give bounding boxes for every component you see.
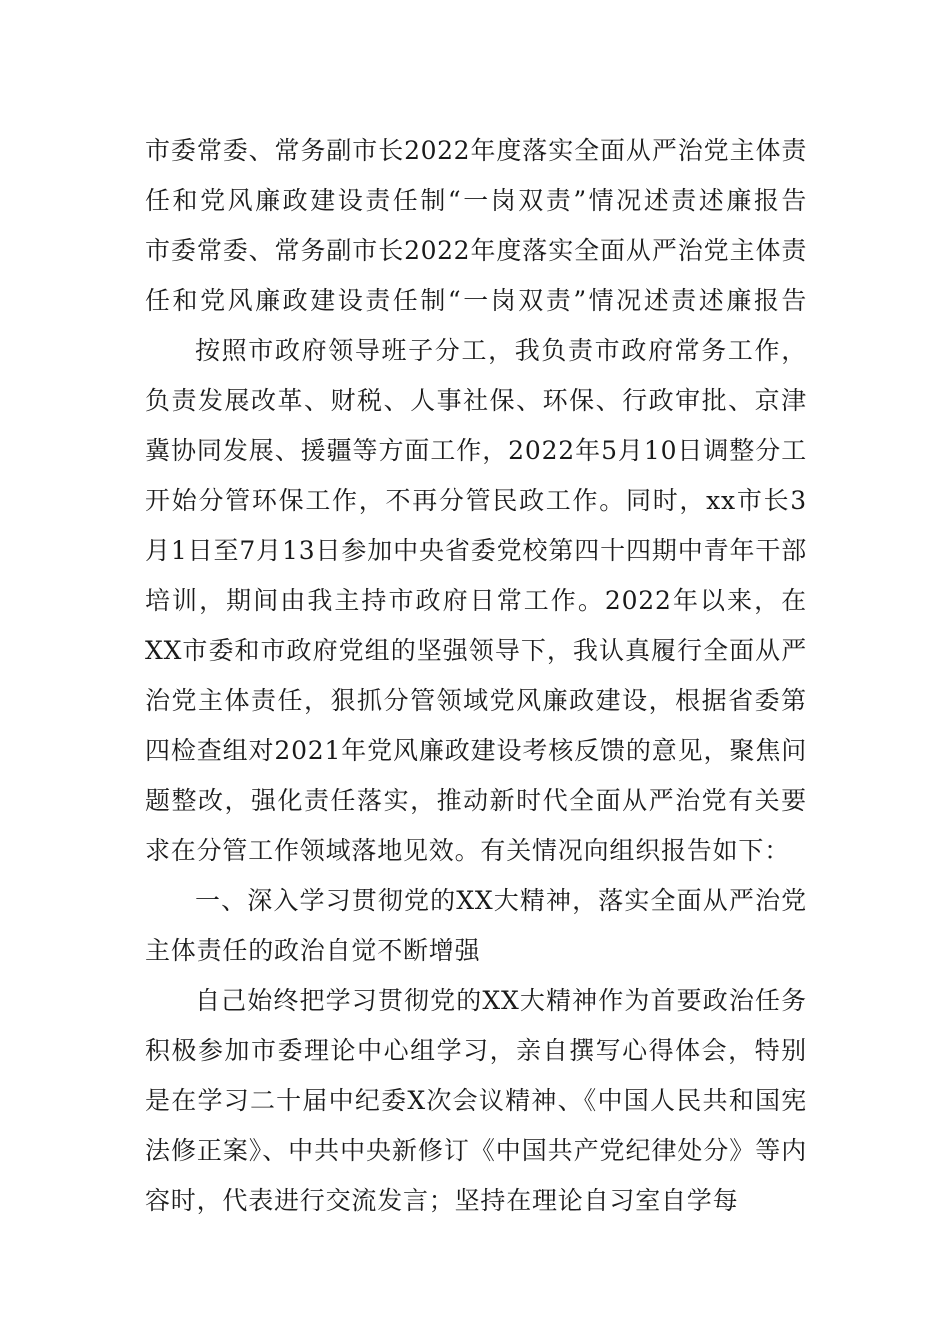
intro-paragraph: 按照市政府领导班子分工，我负责市政府常务工作，负责发展改革、财税、人事社保、环保、行政审批、京津冀协同发展、援疆等方面工作，2022年5月10日调整分工开始分管环保工作，不再分管民政工作。同时，xx市长3月1日至7月13日参加中央省委党校第四十四期中青年干部培训，期间由我主持市政府日常工作。2022年以来，在XX市委和市政府党组的坚强领导下，我认真履行全面从严治党主体责任，狠抓分管领域党风廉政建设，根据省委第四检查组对2021年党风廉政建设考核反馈的意见，聚焦问题整改，强化责任落实，推动新时代全面从严治党有关要求在分管工作领域落地见效。有关情况向组织报告如下： bbox=[145, 336, 807, 865]
document-title-first: 市委常委、常务副市长2022年度落实全面从严治党主体责任和党风廉政建设责任制“一岗双责”情况述责述廉报告 bbox=[145, 136, 807, 215]
document-body bbox=[145, 126, 807, 1226]
document-title-second: 市委常委、常务副市长2022年度落实全面从严治党主体责任和党风廉政建设责任制“一岗双责”情况述责述廉报告 bbox=[145, 236, 807, 315]
section-1-heading: 一、深入学习贯彻党的XX大精神，落实全面从严治党主体责任的政治自觉不断增强 bbox=[145, 886, 807, 965]
section-1-paragraph: 自己始终把学习贯彻党的XX大精神作为首要政治任务积极参加市委理论中心组学习，亲自撰写心得体会，特别是在学习二十届中纪委X次会议精神、《中国人民共和国宪法修正案》、中共中央新修订《中国共产党纪律处分》等内容时，代表进行交流发言；坚持在理论自习室自学每 bbox=[145, 986, 807, 1215]
